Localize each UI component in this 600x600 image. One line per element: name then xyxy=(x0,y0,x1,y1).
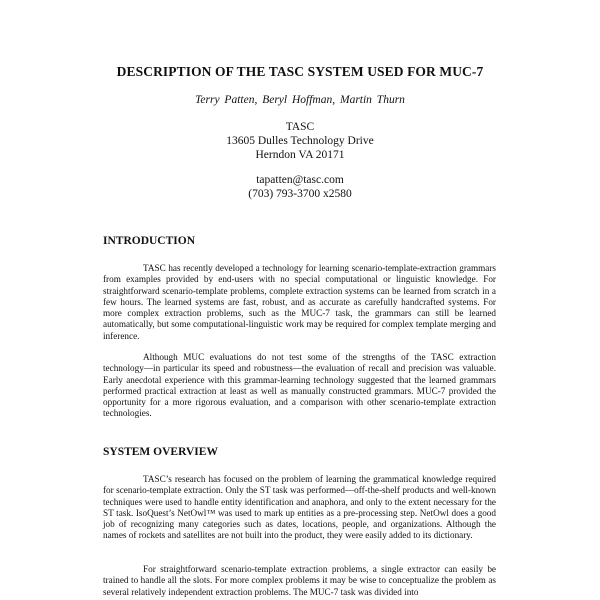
affiliation-street: 13605 Dulles Technology Drive xyxy=(226,135,374,147)
paper-authors: Terry Patten, Beryl Hoffman, Martin Thurn xyxy=(195,94,405,106)
intro-paragraph-2: Although MUC evaluations do not test some of the strengths of the TASC extraction technology—in particular its speed and robustness—the evaluation of recall and precision was valuable. Early anecdotal experience with this grammar-learning technology suggested that the learned grammars performed practical extraction at least as well as manually constructed grammars. MUC-7 provided the opportunity for a more rigorous evaluation, and a comparison with other scenario-template extraction technologies. xyxy=(103,352,496,419)
section-heading-introduction: INTRODUCTION xyxy=(103,235,196,247)
intro-paragraph-1: TASC has recently developed a technology for learning scenario-template-extraction grammars from examples provided by end-users with no special computational or linguistic knowledge. For straightforward scenario-template problems, complete extraction systems can be learned from scratch in a few hours. The learned systems are fast, robust, and as accurate as carefully handcrafted systems. For more complex extraction problems, such as the MUC-7 task, the grammars can still be learned automatically, but some computational-linguistic work may be required for complex template merging and inference. xyxy=(103,263,496,341)
author-email: tapatten@tasc.com xyxy=(256,174,344,186)
paper-title: DESCRIPTION OF THE TASC SYSTEM USED FOR MUC-7 xyxy=(116,64,484,79)
section-heading-system-overview: SYSTEM OVERVIEW xyxy=(103,446,218,458)
overview-paragraph-2: For straightforward scenario-template extraction problems, a single extractor can easily be trained to handle all the slots. For more complex problems it may be wise to conceptualize the problem as several relatively independent extraction problems. The MUC-7 task was divided into xyxy=(103,564,496,597)
overview-paragraph-1: TASC’s research has focused on the problem of learning the grammatical knowledge required for scenario-template extraction. Only the ST task was performed—off-the-shelf products and well-known techniques were used to handle entity identification and anaphora, and only to the extent necessary for the ST task. IsoQuest’s NetOwl™ was used to mark up entities as a pre-processing step. NetOwl does a good job of recognizing many categories such as dates, locations, people, and organizations. Although the names of rockets and satellites are not built into the product, they were easily added to its dictionary. xyxy=(103,474,496,541)
affiliation-org: TASC xyxy=(285,121,315,133)
author-phone: (703) 793-3700 x2580 xyxy=(248,188,352,200)
affiliation-city: Herndon VA 20171 xyxy=(255,149,345,161)
